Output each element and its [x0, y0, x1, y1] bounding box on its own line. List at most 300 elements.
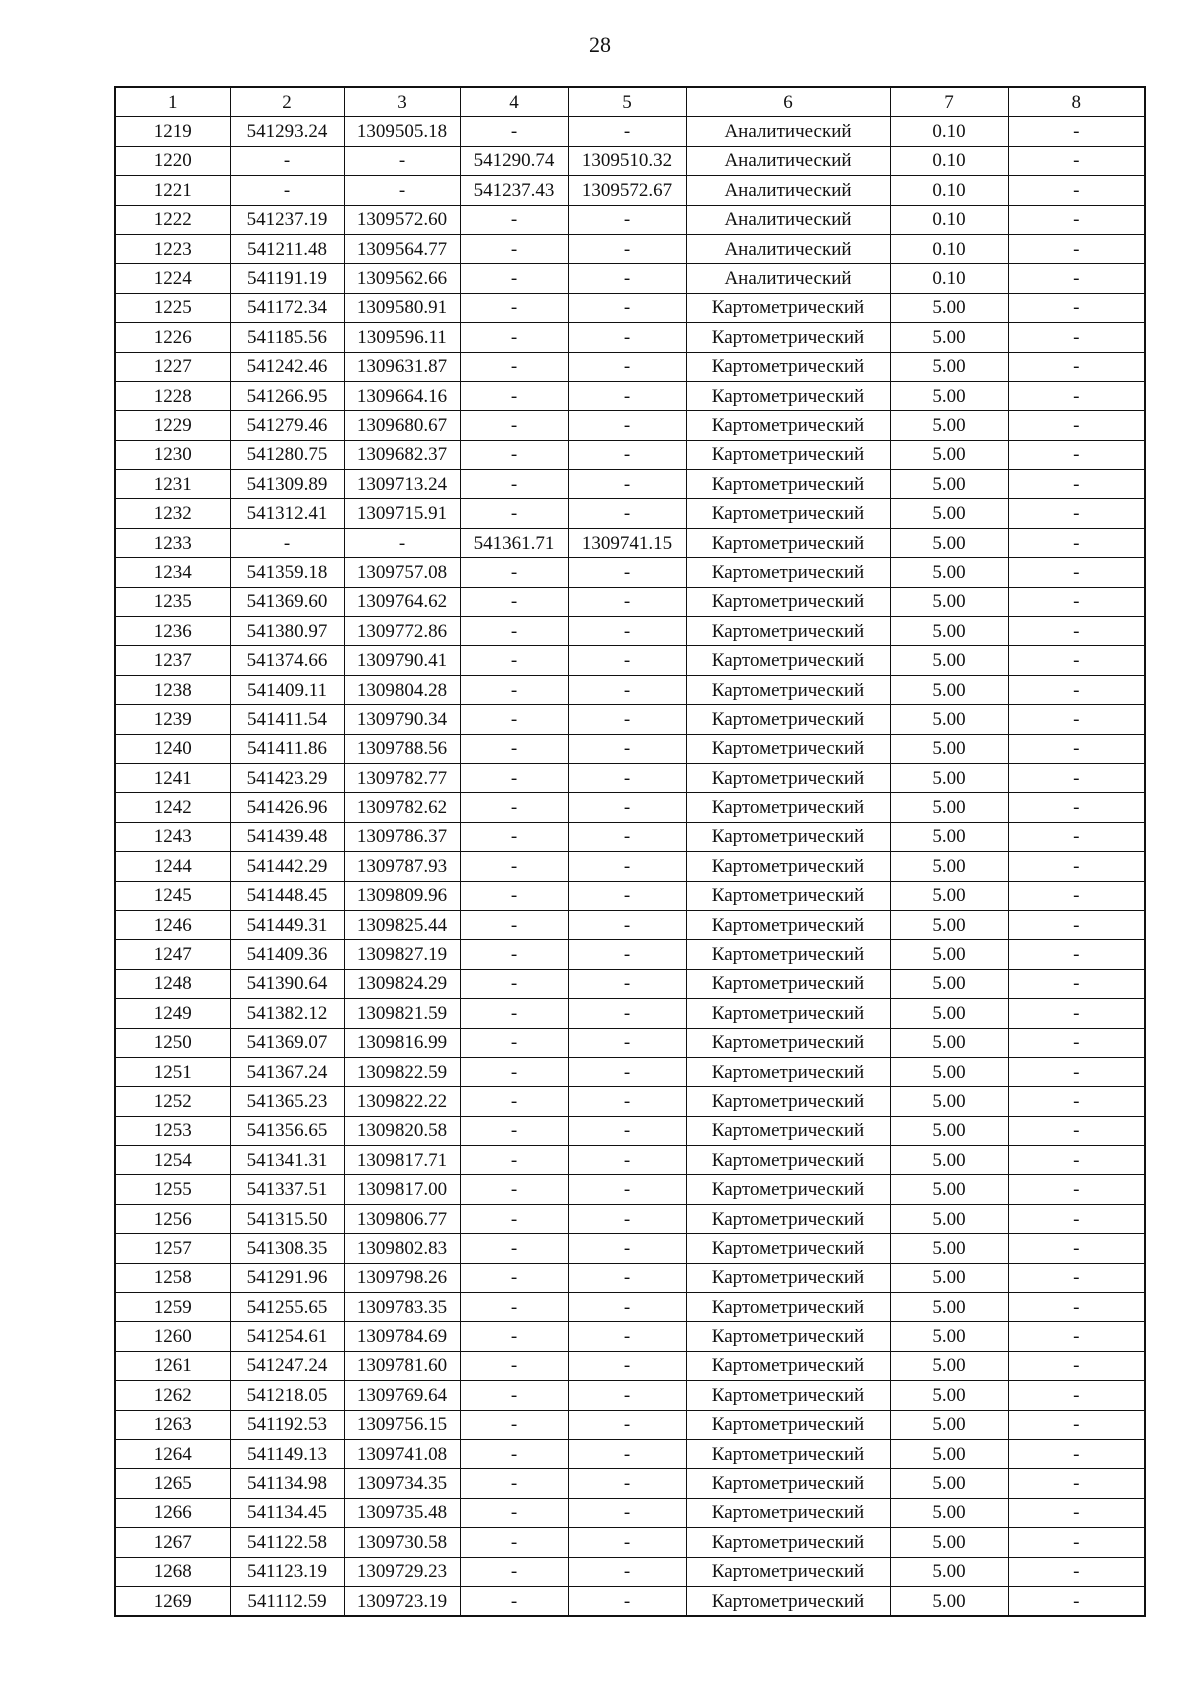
table-row [115, 176, 1145, 205]
table-cell: - [460, 617, 568, 646]
table-cell: 1309788.56 [344, 734, 460, 763]
table-cell: - [568, 1557, 686, 1586]
table-cell: 541122.58 [230, 1528, 344, 1557]
table-cell: - [460, 205, 568, 234]
table-cell: 1309729.23 [344, 1557, 460, 1586]
table-cell: 1241 [115, 763, 230, 792]
table-cell: Картометрический [686, 1586, 890, 1616]
table-cell: 1309769.64 [344, 1381, 460, 1410]
table-cell: 5.00 [890, 1586, 1008, 1616]
table-cell: - [568, 940, 686, 969]
table-cell: - [1008, 763, 1145, 792]
table-cell: 1231 [115, 470, 230, 499]
table-cell: Картометрический [686, 1557, 890, 1586]
table-cell: 1309802.83 [344, 1234, 460, 1263]
table-cell: - [568, 999, 686, 1028]
table-row [115, 617, 1145, 646]
table-cell: - [460, 969, 568, 998]
table-cell: - [568, 587, 686, 616]
table-cell: - [460, 1439, 568, 1468]
table-cell: - [460, 910, 568, 939]
table-cell: 541290.74 [460, 146, 568, 175]
table-cell: 1220 [115, 146, 230, 175]
table-cell: Картометрический [686, 1175, 890, 1204]
table-row [115, 1586, 1145, 1616]
table-row [115, 1116, 1145, 1145]
table-cell: - [460, 1028, 568, 1057]
table-cell: - [568, 675, 686, 704]
table-row [115, 910, 1145, 939]
table-row [115, 1146, 1145, 1175]
table-row [115, 352, 1145, 381]
table-cell: 1309816.99 [344, 1028, 460, 1057]
table-cell: 5.00 [890, 1439, 1008, 1468]
table-row [115, 734, 1145, 763]
table-cell: - [1008, 1381, 1145, 1410]
table-cell: - [460, 499, 568, 528]
table-cell: Картометрический [686, 910, 890, 939]
table-cell: - [1008, 940, 1145, 969]
table-cell: - [568, 1057, 686, 1086]
table-cell: - [1008, 1234, 1145, 1263]
table-cell: 1254 [115, 1146, 230, 1175]
table-cell: Картометрический [686, 1439, 890, 1468]
table-cell: - [1008, 323, 1145, 352]
table-cell: 1221 [115, 176, 230, 205]
table-row [115, 1028, 1145, 1057]
table-cell: - [1008, 1469, 1145, 1498]
table-cell: 5.00 [890, 528, 1008, 557]
table-cell: Аналитический [686, 205, 890, 234]
table-cell: - [460, 352, 568, 381]
table-row [115, 1263, 1145, 1292]
table-cell: Аналитический [686, 264, 890, 293]
table-cell: 541426.96 [230, 793, 344, 822]
table-cell: - [1008, 1557, 1145, 1586]
table-cell: Картометрический [686, 1057, 890, 1086]
table-cell: - [1008, 646, 1145, 675]
table-cell: - [460, 1322, 568, 1351]
table-cell: - [568, 499, 686, 528]
table-row [115, 1204, 1145, 1233]
table-cell: 1309820.58 [344, 1116, 460, 1145]
table-cell: 5.00 [890, 1293, 1008, 1322]
table-cell: 1246 [115, 910, 230, 939]
table-cell: Картометрический [686, 940, 890, 969]
table-cell: 1257 [115, 1234, 230, 1263]
table-cell: Картометрический [686, 705, 890, 734]
table-cell: Картометрический [686, 617, 890, 646]
table-row [115, 558, 1145, 587]
table-cell: - [460, 1293, 568, 1322]
table-cell: - [460, 587, 568, 616]
table-cell: 1224 [115, 264, 230, 293]
table-cell: 1309786.37 [344, 822, 460, 851]
table-cell: - [1008, 999, 1145, 1028]
table-cell: 541237.19 [230, 205, 344, 234]
table-cell: - [568, 352, 686, 381]
table-row [115, 1557, 1145, 1586]
table-cell: 1309564.77 [344, 234, 460, 263]
table-cell: 541312.41 [230, 499, 344, 528]
table-cell: - [460, 440, 568, 469]
table-cell: 1309824.29 [344, 969, 460, 998]
table-cell: 1242 [115, 793, 230, 822]
table-cell: 1235 [115, 587, 230, 616]
table-cell: Картометрический [686, 793, 890, 822]
table-cell: Картометрический [686, 1381, 890, 1410]
table-cell: - [568, 705, 686, 734]
table-cell: - [1008, 1410, 1145, 1439]
table-cell: 1309735.48 [344, 1498, 460, 1527]
table-cell: 1309790.41 [344, 646, 460, 675]
table-cell: 541237.43 [460, 176, 568, 205]
table-cell: 541380.97 [230, 617, 344, 646]
table-cell: 1253 [115, 1116, 230, 1145]
table-cell: Картометрический [686, 411, 890, 440]
table-cell: 5.00 [890, 1381, 1008, 1410]
table-row [115, 1410, 1145, 1439]
table-cell: Картометрический [686, 1028, 890, 1057]
table-cell: - [460, 323, 568, 352]
table-cell: 5.00 [890, 323, 1008, 352]
table-cell: - [1008, 117, 1145, 146]
table-cell: 541112.59 [230, 1586, 344, 1616]
table-cell: 1309822.59 [344, 1057, 460, 1086]
table-cell: 1309680.67 [344, 411, 460, 440]
table-cell: - [568, 1528, 686, 1557]
header-cell: 7 [890, 87, 1008, 117]
table-cell: 541308.35 [230, 1234, 344, 1263]
table-cell: 1309664.16 [344, 381, 460, 410]
table-cell: - [1008, 617, 1145, 646]
table-cell: - [1008, 1322, 1145, 1351]
table-cell: 1264 [115, 1439, 230, 1468]
table-cell: Картометрический [686, 1204, 890, 1233]
table-row [115, 1528, 1145, 1557]
table-cell: - [460, 1263, 568, 1292]
table-row [115, 881, 1145, 910]
table-cell: - [1008, 234, 1145, 263]
table-cell: 1309772.86 [344, 617, 460, 646]
table-cell: 0.10 [890, 117, 1008, 146]
table-cell: - [460, 1557, 568, 1586]
table-cell: - [1008, 411, 1145, 440]
table-cell: 1309723.19 [344, 1586, 460, 1616]
table-cell: - [568, 1028, 686, 1057]
table-cell: 0.10 [890, 234, 1008, 263]
table-cell: - [460, 940, 568, 969]
table-cell: Картометрический [686, 1351, 890, 1380]
table-cell: - [1008, 822, 1145, 851]
table-cell: 5.00 [890, 940, 1008, 969]
table-cell: - [568, 1322, 686, 1351]
table-cell: - [568, 763, 686, 792]
table-cell: 1265 [115, 1469, 230, 1498]
table-row [115, 323, 1145, 352]
table-cell: Картометрический [686, 1498, 890, 1527]
table-cell: - [568, 381, 686, 410]
table-cell: 1234 [115, 558, 230, 587]
table-cell: 1309572.67 [568, 176, 686, 205]
table-cell: - [230, 146, 344, 175]
table-cell: - [460, 234, 568, 263]
table-cell: - [1008, 793, 1145, 822]
table-cell: Картометрический [686, 1469, 890, 1498]
table-cell: 541367.24 [230, 1057, 344, 1086]
table-cell: 1309730.58 [344, 1528, 460, 1557]
table-cell: - [1008, 1263, 1145, 1292]
table-cell: - [460, 1116, 568, 1145]
table-cell: - [1008, 352, 1145, 381]
table-cell: - [568, 117, 686, 146]
table-cell: Картометрический [686, 499, 890, 528]
table-row [115, 969, 1145, 998]
table-cell: 541279.46 [230, 411, 344, 440]
table-cell: Картометрический [686, 1528, 890, 1557]
table-cell: - [1008, 205, 1145, 234]
table-cell: 541255.65 [230, 1293, 344, 1322]
table-cell: 541242.46 [230, 352, 344, 381]
table-cell: - [460, 646, 568, 675]
table-cell: - [1008, 499, 1145, 528]
table-cell: - [1008, 176, 1145, 205]
table-cell: 1309806.77 [344, 1204, 460, 1233]
table-cell: 5.00 [890, 1204, 1008, 1233]
table-cell: 541192.53 [230, 1410, 344, 1439]
table-cell: - [460, 381, 568, 410]
table-cell: - [568, 1586, 686, 1616]
table-cell: 1309741.15 [568, 528, 686, 557]
table-cell: 1309505.18 [344, 117, 460, 146]
table-cell: 541134.98 [230, 1469, 344, 1498]
table-cell: Картометрический [686, 881, 890, 910]
header-cell: 3 [344, 87, 460, 117]
table-cell: 5.00 [890, 440, 1008, 469]
table-cell: - [568, 323, 686, 352]
header-cell: 4 [460, 87, 568, 117]
table-cell: - [1008, 1439, 1145, 1468]
table-cell: Картометрический [686, 323, 890, 352]
table-cell: - [460, 1234, 568, 1263]
table-cell: 1240 [115, 734, 230, 763]
table-cell: - [568, 1293, 686, 1322]
table-cell: 1222 [115, 205, 230, 234]
table-cell: 5.00 [890, 1469, 1008, 1498]
table-cell: Картометрический [686, 763, 890, 792]
table-cell: 5.00 [890, 617, 1008, 646]
table-cell: 1267 [115, 1528, 230, 1557]
table-cell: 1245 [115, 881, 230, 910]
table-header-row [115, 87, 1145, 117]
table-cell: 5.00 [890, 1528, 1008, 1557]
table-cell: - [1008, 293, 1145, 322]
table-cell: 0.10 [890, 264, 1008, 293]
table-cell: 1229 [115, 411, 230, 440]
table-cell: 541266.95 [230, 381, 344, 410]
table-cell: 1309827.19 [344, 940, 460, 969]
table-cell: 541172.34 [230, 293, 344, 322]
table-cell: 1227 [115, 352, 230, 381]
table-body [115, 117, 1145, 1616]
table-cell: Картометрический [686, 1293, 890, 1322]
table-cell: 541411.86 [230, 734, 344, 763]
table-cell: Картометрический [686, 1234, 890, 1263]
table-cell: Картометрический [686, 852, 890, 881]
table-cell: 541390.64 [230, 969, 344, 998]
table-cell: - [1008, 910, 1145, 939]
table-cell: 5.00 [890, 1087, 1008, 1116]
table-cell: 1309809.96 [344, 881, 460, 910]
table-cell: - [460, 264, 568, 293]
table-cell: - [1008, 1116, 1145, 1145]
table-cell: Картометрический [686, 1146, 890, 1175]
table-row [115, 381, 1145, 410]
table-row [115, 528, 1145, 557]
table-cell: - [1008, 675, 1145, 704]
table-cell: - [460, 1057, 568, 1086]
table-cell: - [568, 822, 686, 851]
header-cell: 5 [568, 87, 686, 117]
table-cell: 1260 [115, 1322, 230, 1351]
table-row [115, 440, 1145, 469]
table-cell: 1256 [115, 1204, 230, 1233]
table-cell: - [1008, 1057, 1145, 1086]
table-row [115, 1439, 1145, 1468]
table-cell: - [1008, 528, 1145, 557]
table-cell: - [460, 1146, 568, 1175]
table-cell: 5.00 [890, 910, 1008, 939]
table-cell: - [460, 1175, 568, 1204]
table-cell: 1309804.28 [344, 675, 460, 704]
table-cell: 5.00 [890, 381, 1008, 410]
coordinates-table [114, 86, 1146, 1617]
header-cell: 1 [115, 87, 230, 117]
table-cell: 541365.23 [230, 1087, 344, 1116]
table-cell: Картометрический [686, 734, 890, 763]
table-cell: 1309822.22 [344, 1087, 460, 1116]
table-cell: 541247.24 [230, 1351, 344, 1380]
table-cell: 1309741.08 [344, 1439, 460, 1468]
table-cell: - [568, 293, 686, 322]
header-cell: 2 [230, 87, 344, 117]
table-cell: - [1008, 969, 1145, 998]
table-cell: 5.00 [890, 1263, 1008, 1292]
table-cell: - [568, 234, 686, 263]
table-cell: - [1008, 1586, 1145, 1616]
table-cell: 1266 [115, 1498, 230, 1527]
table-cell: - [568, 1410, 686, 1439]
table-cell: - [568, 646, 686, 675]
table-row [115, 793, 1145, 822]
table-cell: 1223 [115, 234, 230, 263]
table-cell: 1236 [115, 617, 230, 646]
table-cell: 5.00 [890, 587, 1008, 616]
header-cell: 6 [686, 87, 890, 117]
table-row [115, 646, 1145, 675]
table-cell: 5.00 [890, 793, 1008, 822]
table-cell: 1230 [115, 440, 230, 469]
table-cell: 1309798.26 [344, 1263, 460, 1292]
table-cell: - [568, 793, 686, 822]
table-cell: - [460, 675, 568, 704]
table-cell: 1309784.69 [344, 1322, 460, 1351]
table-cell: 541411.54 [230, 705, 344, 734]
table-cell: - [460, 999, 568, 1028]
table-cell: 5.00 [890, 1498, 1008, 1527]
table-cell: - [460, 117, 568, 146]
table-cell: - [568, 1234, 686, 1263]
table-cell: Картометрический [686, 1116, 890, 1145]
table-cell: Картометрический [686, 470, 890, 499]
table-cell: - [1008, 881, 1145, 910]
table-cell: - [1008, 1028, 1145, 1057]
table-cell: 1309631.87 [344, 352, 460, 381]
table-row [115, 1175, 1145, 1204]
table-cell: - [460, 763, 568, 792]
table-cell: 1309781.60 [344, 1351, 460, 1380]
table-cell: 1309782.77 [344, 763, 460, 792]
table-cell: Картометрический [686, 999, 890, 1028]
table-cell: 1309562.66 [344, 264, 460, 293]
table-cell: 541315.50 [230, 1204, 344, 1233]
table-cell: - [568, 881, 686, 910]
table-cell: 5.00 [890, 675, 1008, 704]
table-cell: 541185.56 [230, 323, 344, 352]
table-row [115, 470, 1145, 499]
table-cell: 5.00 [890, 881, 1008, 910]
table-cell: 1249 [115, 999, 230, 1028]
table-cell: - [568, 558, 686, 587]
table-row [115, 940, 1145, 969]
table-cell: - [568, 1469, 686, 1498]
table-cell: 1261 [115, 1351, 230, 1380]
table-cell: 1309817.71 [344, 1146, 460, 1175]
table-row [115, 1498, 1145, 1527]
table-cell: Аналитический [686, 117, 890, 146]
table-cell: - [460, 1351, 568, 1380]
table-cell: Картометрический [686, 1410, 890, 1439]
table-cell: 541293.24 [230, 117, 344, 146]
table-cell: Аналитический [686, 234, 890, 263]
table-cell: 5.00 [890, 411, 1008, 440]
table-cell: 5.00 [890, 1410, 1008, 1439]
table-cell: - [568, 1175, 686, 1204]
table-cell: - [568, 1116, 686, 1145]
table-cell: 1252 [115, 1087, 230, 1116]
table-cell: 5.00 [890, 822, 1008, 851]
table-cell: - [568, 1351, 686, 1380]
table-cell: - [1008, 1204, 1145, 1233]
table-cell: 0.10 [890, 205, 1008, 234]
table-cell: - [1008, 146, 1145, 175]
table-cell: - [1008, 1351, 1145, 1380]
table-cell: 541423.29 [230, 763, 344, 792]
table-row [115, 675, 1145, 704]
table-cell: 1309790.34 [344, 705, 460, 734]
table-cell: Картометрический [686, 440, 890, 469]
table-cell: 5.00 [890, 734, 1008, 763]
table-cell: 541409.11 [230, 675, 344, 704]
table-cell: - [460, 1410, 568, 1439]
table-cell: 5.00 [890, 705, 1008, 734]
table-row [115, 1322, 1145, 1351]
table-cell: 541134.45 [230, 1498, 344, 1527]
header-cell: 8 [1008, 87, 1145, 117]
table-cell: 1269 [115, 1586, 230, 1616]
table-cell: - [460, 1528, 568, 1557]
table-cell: 1226 [115, 323, 230, 352]
